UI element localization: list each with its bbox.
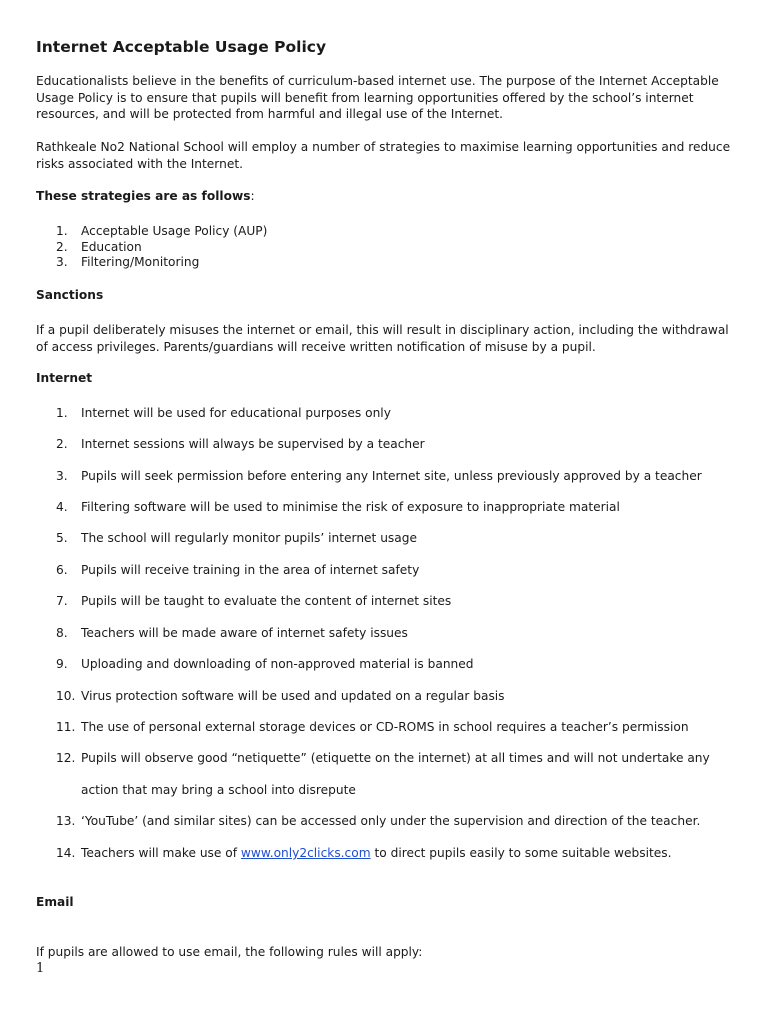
intro-paragraph: Educationalists believe in the benefits of curriculum-based internet use. The purpose of the Internet Acceptable Usage Policy is to ensure that pupils will benefit from learning opportunities offered by the school’s internet resources, and will be protected from harmful and illegal use of the Internet. — [36, 74, 719, 121]
sanctions-heading: Sanctions — [36, 288, 104, 302]
email-intro-paragraph: If pupils are allowed to use email, the following rules will apply: — [36, 945, 423, 959]
only2clicks-link[interactable]: www.only2clicks.com — [240, 846, 371, 860]
internet-heading: Internet — [36, 371, 93, 385]
list-item: 2. Education — [56, 239, 142, 254]
page-title: Internet Acceptable Usage Policy — [36, 38, 327, 56]
strategies-heading: These strategies are as follows: — [36, 189, 255, 203]
strategies-list — [36, 224, 267, 271]
page-number: 1 — [36, 961, 45, 976]
list-item: 3. Filtering/Monitoring — [56, 255, 200, 269]
school-statement-paragraph: Rathkeale No2 National School will employ a number of strategies to maximise learning opportunities and reduce risks associated with the Internet. — [36, 140, 731, 171]
email-heading: Email — [36, 895, 74, 909]
sanctions-paragraph: If a pupil deliberately misuses the internet or email, this will result in disciplinary action, including the withdrawal of access privileges. Parents/guardians will receive written notification of misuse by a pupil. — [36, 323, 729, 354]
list-item: 1. Acceptable Usage Policy (AUP) — [56, 224, 268, 238]
